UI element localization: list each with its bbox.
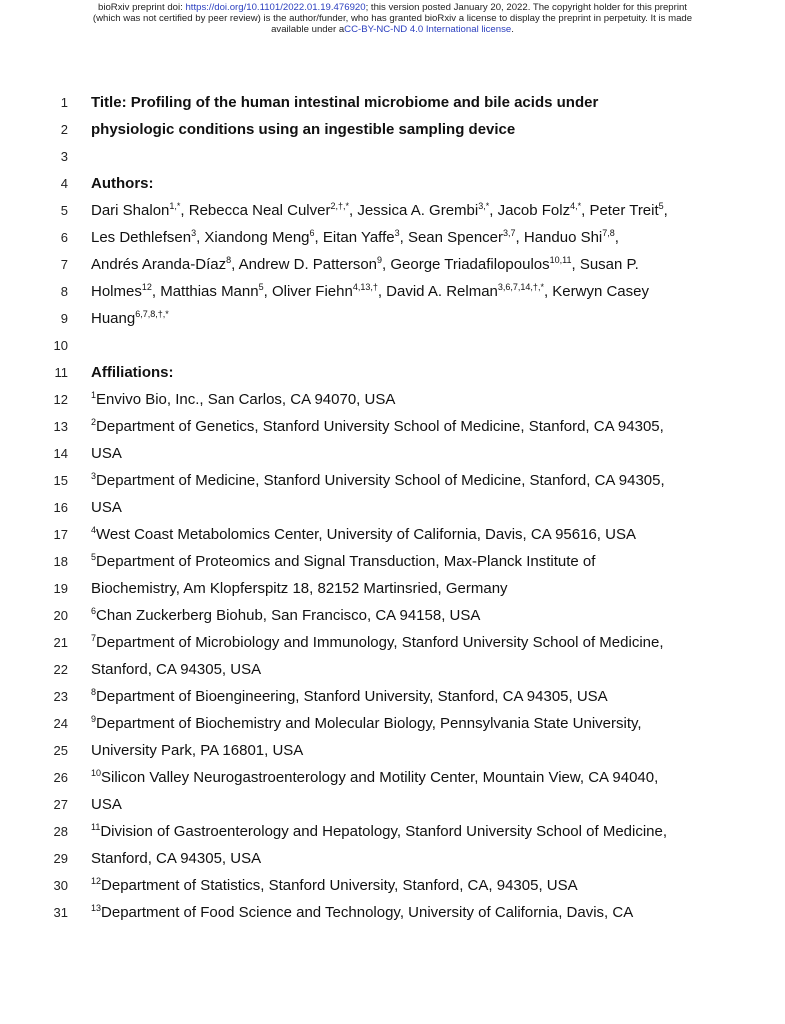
manuscript-line (0, 170, 785, 197)
line-number: 15 (53, 473, 68, 488)
line-number: 21 (53, 635, 68, 650)
line-number: 23 (53, 689, 68, 704)
line-text: $^5$Department of Proteomics and Signal Transduction, Max-Planck Institute of (91, 552, 596, 570)
manuscript-line (0, 305, 785, 332)
line-number: 17 (53, 527, 68, 542)
line-number: 18 (53, 554, 68, 569)
manuscript-line (0, 683, 785, 710)
line-number: 7 (60, 257, 68, 272)
line-number: 6 (60, 230, 68, 245)
manuscript-line (0, 521, 785, 548)
manuscript-line (0, 251, 785, 278)
manuscript-line (0, 413, 785, 440)
manuscript-line (0, 494, 785, 521)
line-text: Holmes$^{12}$, Matthias Mann$^5$, Oliver Fiehn$^{4,13,\dagger}$, David A. Relman$^{3,6,7,14,\dagger,*}$, Kerwyn Casey (91, 282, 649, 300)
line-text: $^{13}$Department of Food Science and Technology, University of California, Davis, CA (91, 903, 634, 921)
line-text: Andrés Aranda-Díaz$^8$, Andrew D. Patterson$^9$, George Triadafilopoulos$^{10,11}$, Susan P. (91, 255, 639, 273)
line-number: 22 (53, 662, 68, 677)
manuscript-line (0, 224, 785, 251)
line-text: Les Dethlefsen$^3$, Xiandong Meng$^6$, Eitan Yaffe$^3$, Sean Spencer$^{3,7}$, Handuo Shi$^{7,8}$, (91, 228, 619, 246)
manuscript-line (0, 899, 785, 926)
manuscript-body (0, 89, 785, 926)
line-text: Biochemistry, Am Klopferspitz 18, 82152 Martinsried, Germany (91, 580, 508, 597)
line-text: Authors: (91, 175, 154, 192)
line-number: 12 (53, 392, 68, 407)
line-text: Huang$^{6,7,8,\dagger,*}$ (91, 309, 169, 327)
header-text: ; this version posted January 20, 2022. The copyright holder for this preprint (365, 2, 687, 13)
line-number: 26 (53, 770, 68, 785)
manuscript-line (0, 467, 785, 494)
line-number: 13 (53, 419, 68, 434)
manuscript-line (0, 791, 785, 818)
line-number: 9 (60, 311, 68, 326)
manuscript-line (0, 629, 785, 656)
line-number: 29 (53, 851, 68, 866)
line-text: $^4$West Coast Metabolomics Center, University of California, Davis, CA 95616, USA (91, 525, 636, 543)
manuscript-line (0, 575, 785, 602)
line-text: USA (91, 499, 122, 516)
line-text: $^2$Department of Genetics, Stanford University School of Medicine, Stanford, CA 94305, (91, 417, 664, 435)
manuscript-line (0, 359, 785, 386)
line-number: 28 (53, 824, 68, 839)
manuscript-line (0, 845, 785, 872)
manuscript-line (0, 89, 785, 116)
manuscript-line (0, 197, 785, 224)
manuscript-line (0, 737, 785, 764)
line-text: USA (91, 796, 122, 813)
line-number: 30 (53, 878, 68, 893)
line-number: 5 (60, 203, 68, 218)
line-text: Affiliations: (91, 364, 174, 381)
manuscript-line (0, 386, 785, 413)
manuscript-line (0, 818, 785, 845)
header-text: bioRxiv preprint doi: (98, 2, 186, 13)
line-text: $^8$Department of Bioengineering, Stanford University, Stanford, CA 94305, USA (91, 687, 608, 705)
line-text: $^9$Department of Biochemistry and Molecular Biology, Pennsylvania State University, (91, 714, 642, 732)
manuscript-line (0, 602, 785, 629)
manuscript-line (0, 656, 785, 683)
line-number: 24 (53, 716, 68, 731)
line-text: USA (91, 445, 122, 462)
line-number: 10 (53, 338, 68, 353)
manuscript-line (0, 278, 785, 305)
manuscript-line (0, 764, 785, 791)
line-text: $^6$Chan Zuckerberg Biohub, San Francisco, CA 94158, USA (91, 606, 481, 624)
line-text: Stanford, CA 94305, USA (91, 850, 262, 867)
line-text: $^{10}$Silicon Valley Neurogastroenterology and Motility Center, Mountain View, CA 94040, (91, 768, 659, 786)
manuscript-line (0, 872, 785, 899)
line-text: $^{11}$Division of Gastroenterology and Hepatology, Stanford University School of Medicine, (91, 822, 668, 840)
line-text: $^{12}$Department of Statistics, Stanford University, Stanford, CA, 94305, USA (91, 876, 578, 894)
line-text: $^7$Department of Microbiology and Immunology, Stanford University School of Medicine, (91, 633, 664, 651)
line-text: University Park, PA 16801, USA (91, 742, 304, 759)
line-number: 14 (53, 446, 68, 461)
manuscript-line (0, 116, 785, 143)
line-number: 1 (60, 95, 68, 110)
line-number: 11 (54, 365, 68, 380)
line-number: 20 (53, 608, 68, 623)
license-link[interactable]: CC-BY-NC-ND 4.0 International license (344, 24, 512, 35)
line-number: 27 (53, 797, 68, 812)
header-text: (which was not certified by peer review) is the author/funder, who has granted bioRxiv a license to display the preprint in perpetuity. It is made (92, 13, 693, 24)
line-text: Stanford, CA 94305, USA (91, 661, 262, 678)
manuscript-line (0, 710, 785, 737)
line-number: 25 (53, 743, 68, 758)
preprint-header (0, 2, 785, 35)
line-text: Title: Profiling of the human intestinal microbiome and bile acids under (91, 94, 599, 111)
manuscript-line (0, 440, 785, 467)
line-text: physiologic conditions using an ingestible sampling device (91, 121, 516, 138)
line-number: 16 (53, 500, 68, 515)
doi-link[interactable]: https://doi.org/10.1101/2022.01.19.476920 (185, 2, 366, 13)
line-number: 3 (60, 149, 68, 164)
line-text: Dari Shalon$^{1,*}$, Rebecca Neal Culver$^{2,\dagger,*}$, Jessica A. Grembi$^{3,*}$, Jacob Folz$^{4,*}$, Peter Treit$^5$, (91, 201, 668, 219)
manuscript-line (0, 332, 785, 359)
line-number: 2 (60, 122, 68, 137)
line-text: $^1$Envivo Bio, Inc., San Carlos, CA 94070, USA (91, 390, 396, 408)
line-number: 8 (60, 284, 68, 299)
header-text: available under a (271, 24, 345, 35)
manuscript-line (0, 143, 785, 170)
line-number: 4 (60, 176, 68, 191)
line-number: 31 (53, 905, 68, 920)
manuscript-line (0, 548, 785, 575)
header-text: . (511, 24, 514, 35)
line-number: 19 (53, 581, 68, 596)
line-text: $^3$Department of Medicine, Stanford University School of Medicine, Stanford, CA 94305, (91, 471, 665, 489)
